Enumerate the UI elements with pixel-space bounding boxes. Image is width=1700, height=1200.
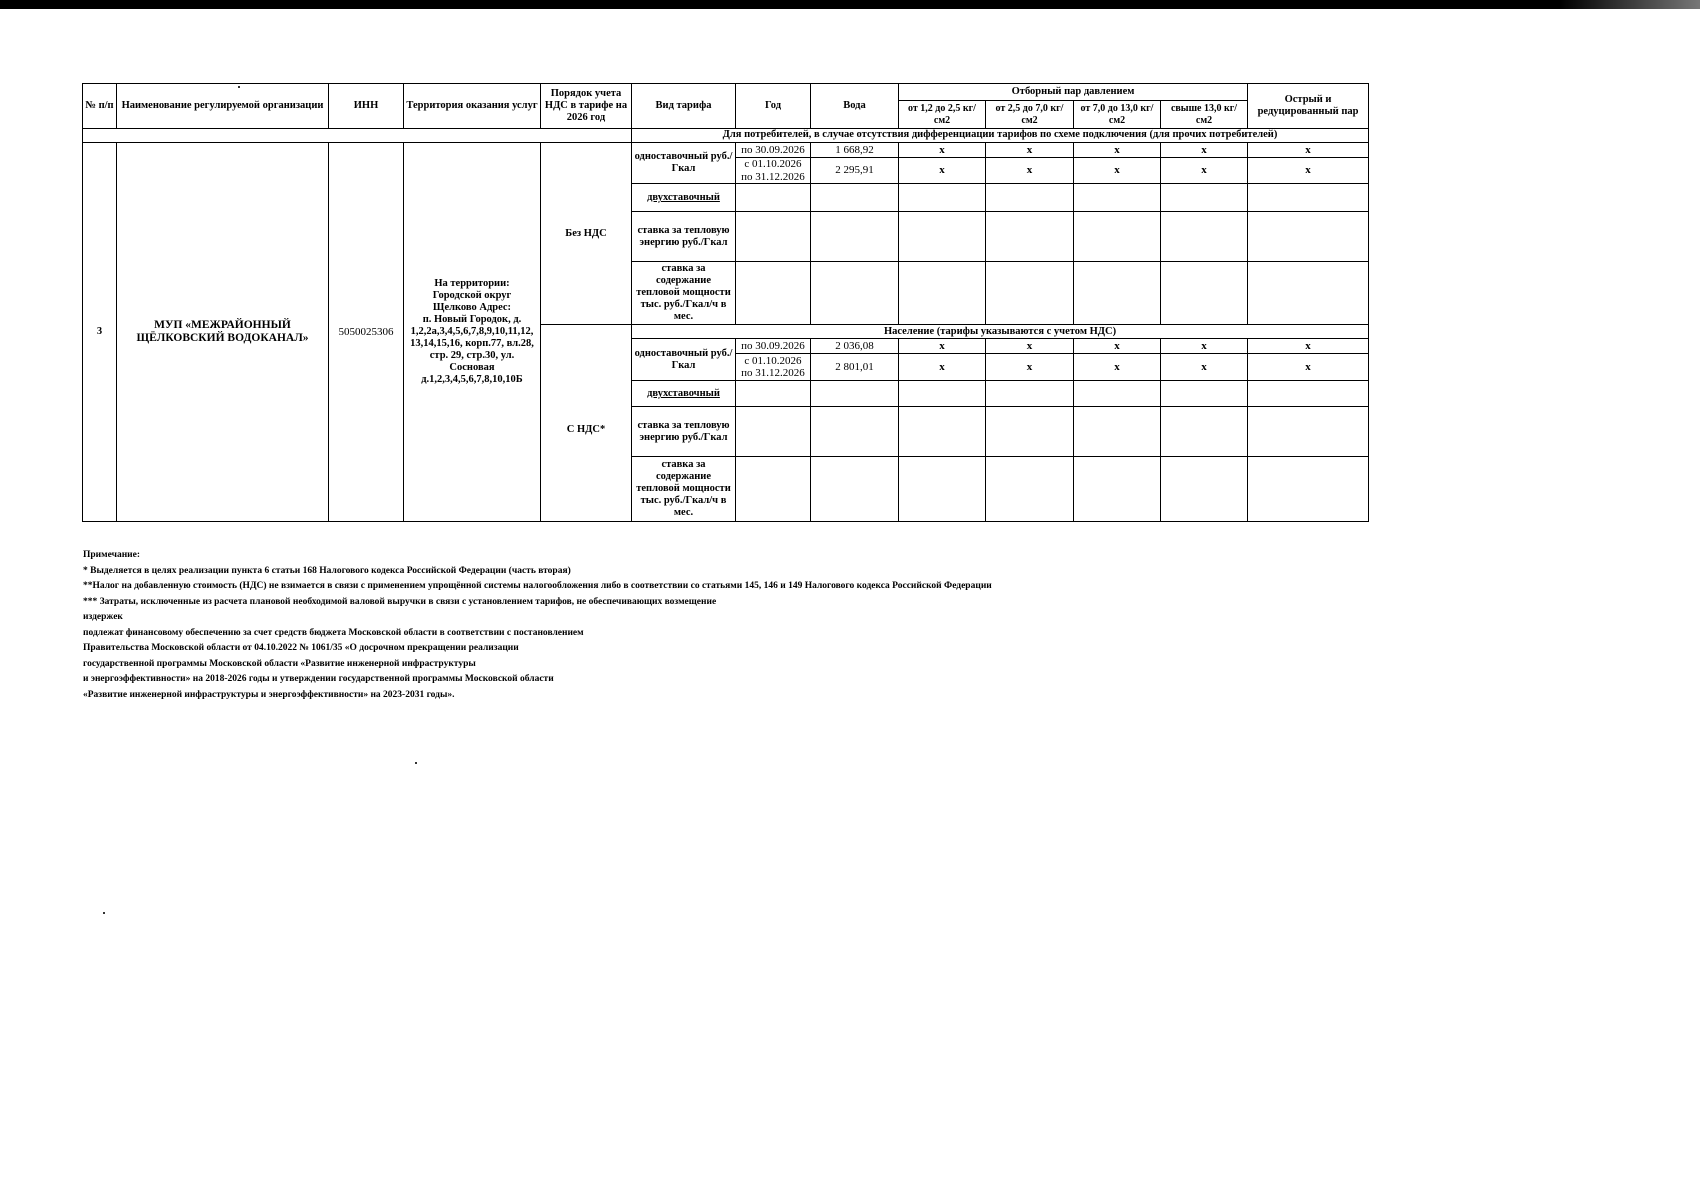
scan-speck xyxy=(238,86,240,88)
header-num: № п/п xyxy=(83,84,117,129)
scan-speck xyxy=(415,762,417,764)
note-7: государственной программы Московской области «Развитие инженерной инфраструктуры xyxy=(83,658,476,669)
vat-order-no-vat: Без НДС xyxy=(541,143,632,325)
notes-title: Примечание: xyxy=(83,550,141,560)
vat-period1-year: по 30.09.2026 xyxy=(736,339,811,354)
vat-period1-steam3: x xyxy=(1074,339,1161,354)
scan-top-edge xyxy=(0,0,1700,9)
territory-address: п. Новый Городок, д. 1,2,2а,3,4,5,6,7,8,9,10,11,12, 13,14,15,16, корп.77, вл.28, стр. 29, стр.30, ул. Сосновая д.1,2,3,4,5,6,7,8,10,10Б xyxy=(410,314,534,386)
vat-period2-steam3: x xyxy=(1074,354,1161,381)
no-vat-period1-steam1: x xyxy=(899,143,986,158)
header-sharp-steam: Острый и редуцированный пар xyxy=(1248,84,1369,129)
section-spacer xyxy=(83,129,632,143)
tariff-two-rate-with-vat: двухставочный xyxy=(632,381,736,407)
vat-period2-year: с 01.10.2026 по 31.12.2026 xyxy=(736,354,811,381)
vat-period1-sharp: x xyxy=(1248,339,1369,354)
header-tariff-type: Вид тарифа xyxy=(632,84,736,129)
vat-order-with-vat: С НДС* xyxy=(541,339,632,522)
org-territory xyxy=(404,143,541,522)
org-number: 3 xyxy=(83,143,117,522)
note-1: * Выделяется в целях реализации пункта 6 статьи 168 Налогового кодекса Российской Федерации (часть вторая) xyxy=(83,565,571,576)
no-vat-period2-year: с 01.10.2026 по 31.12.2026 xyxy=(736,158,811,184)
tariff-capacity-rate-with-vat: ставка за содержание тепловой мощности тыс. руб./Гкал/ч в мес. xyxy=(632,457,736,522)
vat-period1-steam4: x xyxy=(1161,339,1248,354)
tariff-two-rate-no-vat: двухставочный xyxy=(632,184,736,212)
no-vat-period1-steam3: x xyxy=(1074,143,1161,158)
org-inn: 5050025306 xyxy=(329,143,404,522)
tariff-capacity-rate-no-vat: ставка за содержание тепловой мощности тыс. руб./Гкал/ч в мес. xyxy=(632,262,736,325)
header-steam-3: от 7,0 до 13,0 кг/см2 xyxy=(1074,101,1161,129)
no-vat-period1-sharp: x xyxy=(1248,143,1369,158)
no-vat-period2-steam4: x xyxy=(1161,158,1248,184)
section-population: Население (тарифы указываются с учетом НДС) xyxy=(632,325,1369,339)
notes-block xyxy=(83,548,992,703)
note-5: подлежат финансовому обеспечению за счет средств бюджета Московской области в соответствии с постановлением xyxy=(83,627,584,638)
tariff-energy-rate-no-vat: ставка за тепловую энергию руб./Гкал xyxy=(632,212,736,262)
note-3: *** Затраты, исключенные из расчета плановой необходимой валовой выручки в связи с установлением тарифов, не обеспечивающих возмещение xyxy=(83,596,717,607)
vat-period2-steam1: x xyxy=(899,354,986,381)
scan-top-edge-fade xyxy=(1560,0,1700,9)
header-territory: Территория оказания услуг xyxy=(404,84,541,129)
tariff-table xyxy=(82,83,1369,522)
note-4: издержек xyxy=(83,612,123,622)
org-name: МУП «МЕЖРАЙОННЫЙ ЩЁЛКОВСКИЙ ВОДОКАНАЛ» xyxy=(117,143,329,522)
header-steam-group: Отборный пар давлением xyxy=(899,84,1248,101)
header-steam-2: от 2,5 до 7,0 кг/см2 xyxy=(986,101,1074,129)
no-vat-period1-water: 1 668,92 xyxy=(811,143,899,158)
vat-period2-steam2: x xyxy=(986,354,1074,381)
section-other-consumers: Для потребителей, в случае отсутствия дифференциации тарифов по схеме подключения (для прочих потребителей) xyxy=(632,129,1369,143)
header-year: Год xyxy=(736,84,811,129)
header-water: Вода xyxy=(811,84,899,129)
no-vat-period2-sharp: x xyxy=(1248,158,1369,184)
header-vat-order: Порядок учета НДС в тарифе на 2026 год xyxy=(541,84,632,129)
tariff-single-rate-with-vat: одноставочный руб./Гкал xyxy=(632,339,736,381)
no-vat-period1-steam4: x xyxy=(1161,143,1248,158)
note-6: Правительства Московской области от 04.10.2022 № 1061/35 «О досрочном прекращении реализации xyxy=(83,643,519,653)
note-2: **Налог на добавленную стоимость (НДС) не взимается в связи с применением упрощённой системы налогообложения либо в соответствии со статьями 145, 146 и 149 Налогового кодекса Российской Федерации xyxy=(83,581,992,591)
vat-period2-sharp: x xyxy=(1248,354,1369,381)
no-vat-period1-steam2: x xyxy=(986,143,1074,158)
no-vat-period1-year: по 30.09.2026 xyxy=(736,143,811,158)
tariff-energy-rate-with-vat: ставка за тепловую энергию руб./Гкал xyxy=(632,407,736,457)
vat-period1-steam2: x xyxy=(986,339,1074,354)
note-8: и энергоэффективности» на 2018-2026 годы и утверждении государственной программы Московской области xyxy=(83,674,554,684)
header-steam-1: от 1,2 до 2,5 кг/см2 xyxy=(899,101,986,129)
no-vat-period2-steam3: x xyxy=(1074,158,1161,184)
note-9: «Развитие инженерной инфраструктуры и энергоэффективности» на 2023-2031 годы». xyxy=(83,689,455,700)
header-org-name: Наименование регулируемой организации xyxy=(117,84,329,129)
scan-speck xyxy=(103,912,105,914)
territory-heading: На территории: Городской округ Щелково Адрес: xyxy=(432,277,512,313)
vat-period1-steam1: x xyxy=(899,339,986,354)
tariff-single-rate-no-vat: одноставочный руб./Гкал xyxy=(632,143,736,184)
vat-period1-water: 2 036,08 xyxy=(811,339,899,354)
no-vat-period2-steam2: x xyxy=(986,158,1074,184)
header-inn: ИНН xyxy=(329,84,404,129)
no-vat-period2-water: 2 295,91 xyxy=(811,158,899,184)
header-steam-4: свыше 13,0 кг/см2 xyxy=(1161,101,1248,129)
no-vat-period2-steam1: x xyxy=(899,158,986,184)
vat-period2-water: 2 801,01 xyxy=(811,354,899,381)
vat-period2-steam4: x xyxy=(1161,354,1248,381)
